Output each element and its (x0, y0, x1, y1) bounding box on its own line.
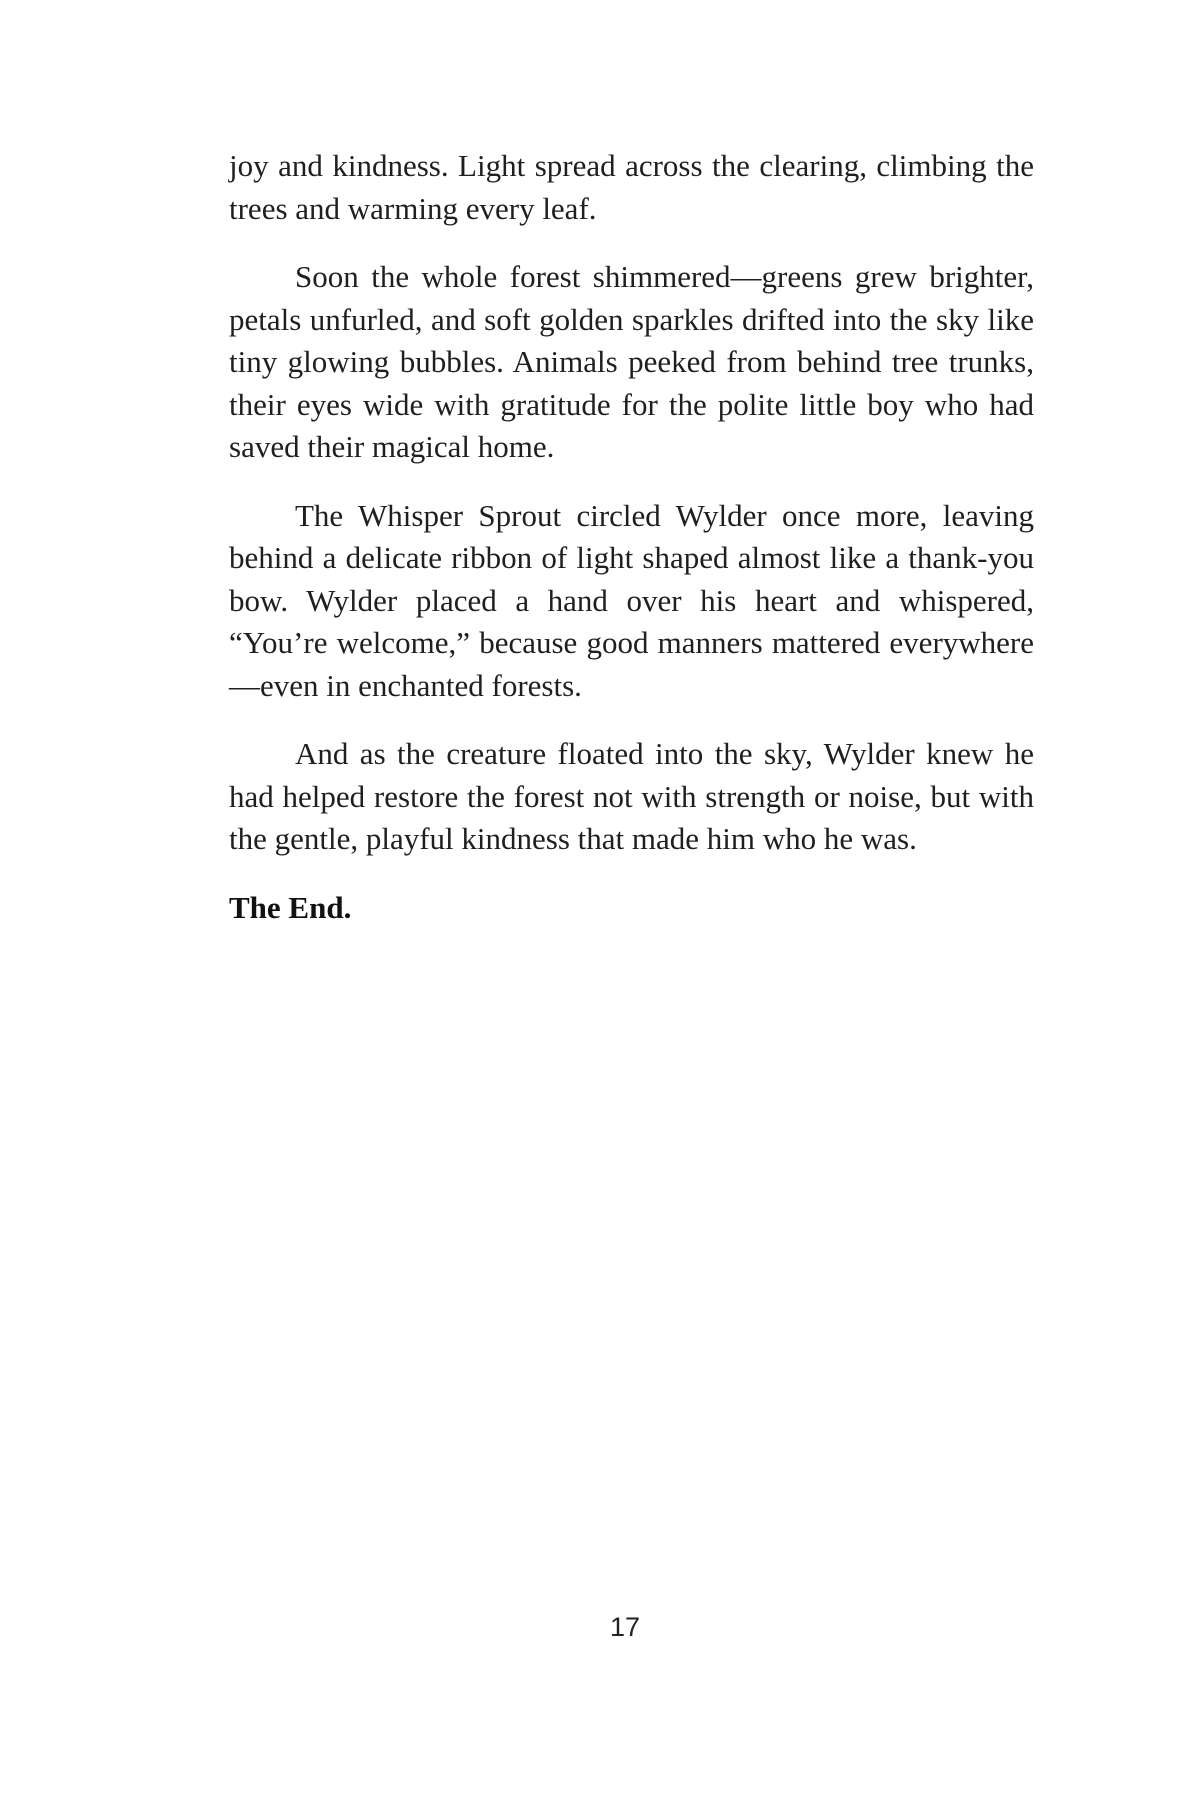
paragraph-creature-floated: And as the creature floated into the sky, Wylder knew he had helped restore the forest not with strength or noise, but with the gentle, playful kindness that made him who he was. (229, 736, 1034, 856)
paragraph-continuation: joy and kindness. Light spread across the clearing, climbing the trees and warming every leaf. (229, 148, 1034, 226)
paragraph-whisper-sprout: The Whisper Sprout circled Wylder once more, leaving behind a delicate ribbon of light shaped almost like a thank-you bow. Wylder placed a hand over his heart and whispered, “You’re welcome,” because good manners mattered everywhere—even in enchanted forests. (229, 497, 1034, 703)
story-text (229, 145, 1034, 955)
the-end-heading: The End. (229, 889, 352, 925)
page-number: 17 (609, 1612, 641, 1642)
paragraph-forest-shimmer: Soon the whole forest shimmered—greens grew brighter, petals unfurled, and soft golden sparkles drifted into the sky like tiny glowing bubbles. Animals peeked from behind tree trunks, their eyes wide with gratitude for the polite little boy who had saved their magical home. (229, 259, 1034, 464)
